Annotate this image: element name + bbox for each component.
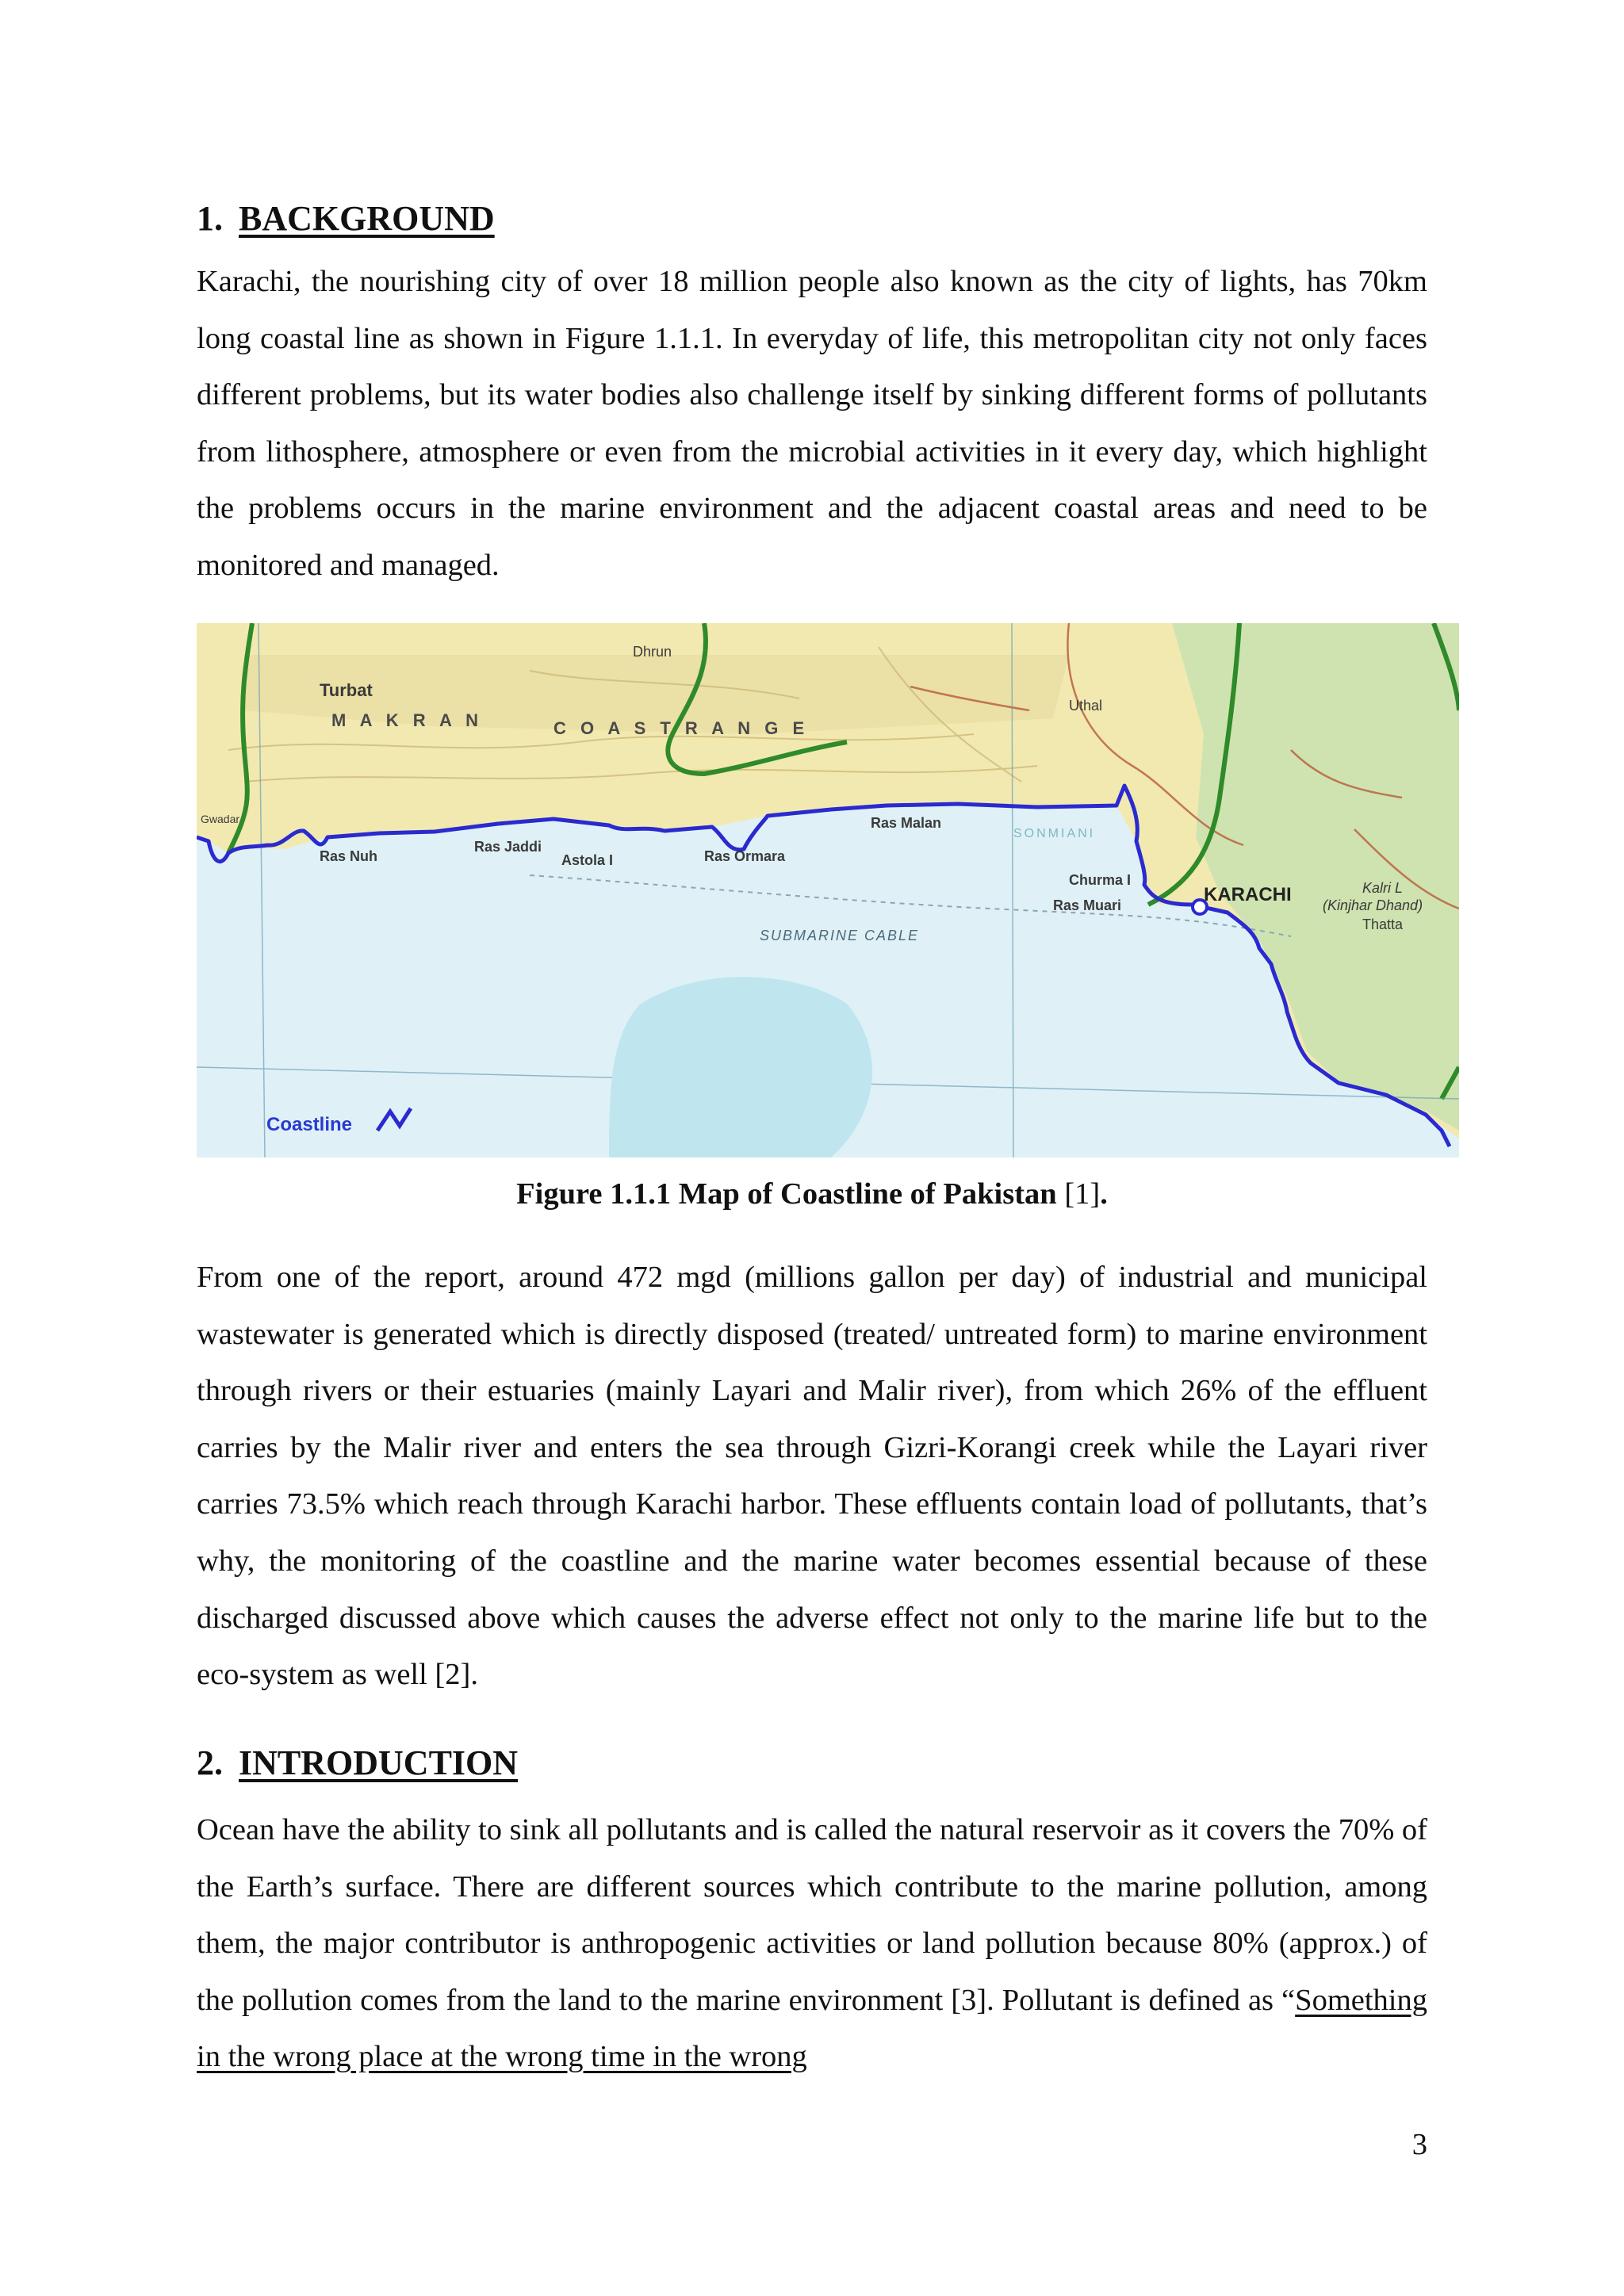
map-label-ras-ormara: Ras Ormara xyxy=(704,848,786,864)
section-title: BACKGROUND xyxy=(239,199,495,238)
background-paragraph: Karachi, the nourishing city of over 18 million people also known as the city of lights, has 70km long coastal line as shown in Figure 1.1.1. In everyday of life, this metropolitan city not only faces different problems, but its water bodies also challenge itself by sinking different forms of pollutants from lithosphere, atmosphere or even from the microbial activities in it every day, which highlight the problems occurs in the marine environment and the adjacent coastal areas and need to be monitored and managed. xyxy=(197,265,1427,582)
map-label-kinjhar: (Kinjhar Dhand) xyxy=(1323,897,1423,913)
map-label-ras-nuh: Ras Nuh xyxy=(320,848,378,864)
coastline-map-figure xyxy=(197,623,1459,1158)
map-label-kalri: Kalri L xyxy=(1362,880,1404,896)
caption-text: Figure 1.1.1 Map of Coastline of Pakistan xyxy=(516,1177,1057,1211)
map-label-coast-range: C O A S T R A N G E xyxy=(553,718,810,738)
map-label-sonmiani: SONMIANI xyxy=(1013,827,1096,840)
legend-label-coastline: Coastline xyxy=(266,1114,353,1135)
page-number: 3 xyxy=(1411,2128,1427,2161)
caption-period: . xyxy=(1100,1177,1108,1211)
map-label-churma: Churma I xyxy=(1069,872,1132,888)
pollutant-definition-quote: Something in the wrong place at the wrong time in the wrong xyxy=(197,1983,1427,2074)
section-title: INTRODUCTION xyxy=(239,1743,519,1782)
section-heading-background xyxy=(197,200,495,238)
introduction-text: Ocean have the ability to sink all pollutants and is called the natural reservoir as it covers the 70% of the Earth’s surface. There are different sources which contribute to the marine pollution, among them, the major contributor is anthropogenic activities or land pollution because 80% (approx.) of the pollution comes from the land to the marine environment [3]. Pollutant is defined as “ xyxy=(197,1813,1427,2017)
map-label-submarine-cable: SUBMARINE CABLE xyxy=(760,928,920,943)
map-label-turbat: Turbat xyxy=(320,680,373,700)
map-label-ras-jaddi: Ras Jaddi xyxy=(474,839,542,855)
map-label-ras-muari: Ras Muari xyxy=(1053,897,1122,913)
map-label-dhrun: Dhrun xyxy=(633,644,672,660)
caption-reference: [1] xyxy=(1064,1177,1101,1211)
map-label-thatta: Thatta xyxy=(1362,916,1404,932)
map-label-ras-malan: Ras Malan xyxy=(871,815,942,831)
figure-caption xyxy=(0,1177,1624,1211)
map-label-uthal: Uthal xyxy=(1069,698,1103,714)
section-number: 1. xyxy=(197,199,223,238)
map-label-makran: M A K R A N xyxy=(331,710,484,730)
introduction-paragraph xyxy=(197,1802,1427,2086)
map-label-gwadar: Gwadar xyxy=(201,813,240,825)
map-label-astola: Astola I xyxy=(561,852,614,868)
section-heading-introduction xyxy=(197,1744,518,1782)
section-number: 2. xyxy=(197,1743,223,1782)
wastewater-paragraph: From one of the report, around 472 mgd (millions gallon per day) of industrial and municipal wastewater is generated which is directly disposed (treated/ untreated form) to marine environment through rivers or their estuaries (mainly Layari and Malir river), from which 26% of the effluent carries by the Malir river and enters the sea through Gizri-Korangi creek while the Layari river carries 73.5% which reach through Karachi harbor. These effluents contain load of pollutants, that’s why, the monitoring of the coastline and the marine water becomes essential because of these discharged discussed above which causes the adverse effect not only to the marine life but to the eco-system as well [2]. xyxy=(197,1261,1427,1692)
map-label-karachi: KARACHI xyxy=(1204,884,1292,905)
